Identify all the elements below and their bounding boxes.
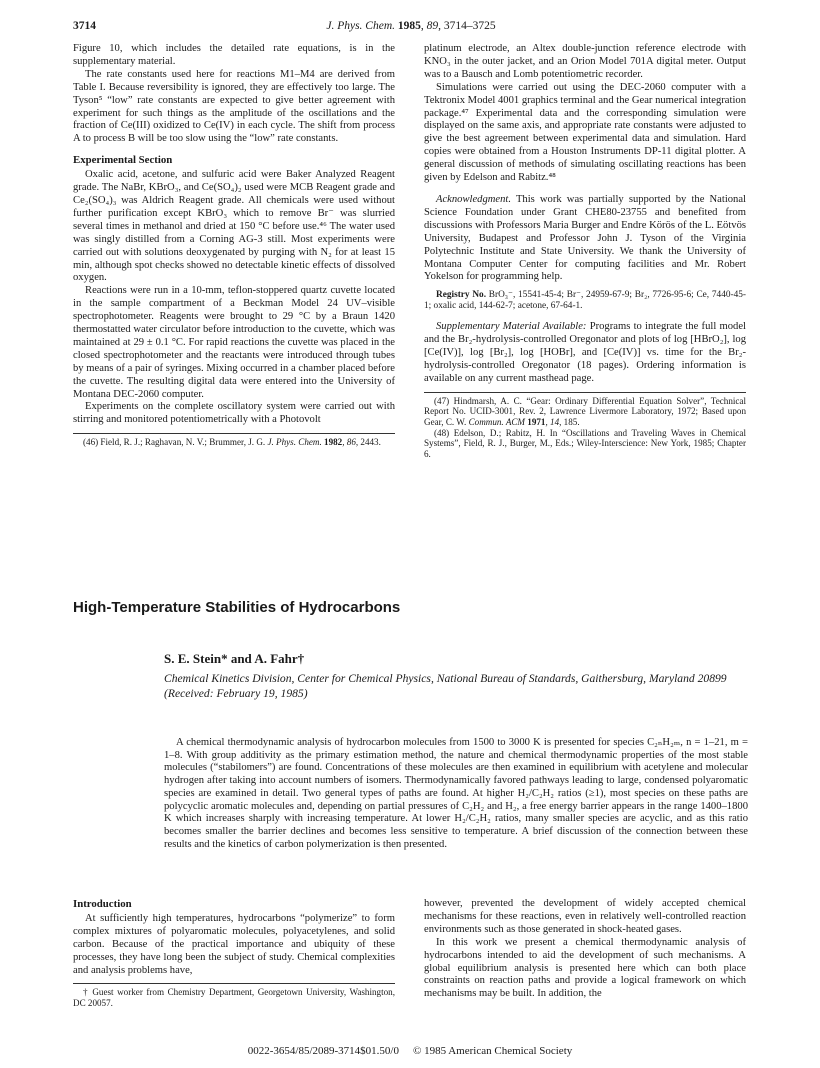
paragraph: Oxalic acid, acetone, and sulfuric acid were Baker Analyzed Reagent grade. The NaBr, KBrO₃, and Ce(SO₄)₂ used were MCB Reagent grade and Ce₂(SO₄)₃ was Aldrich Reagent grade. All chemicals were used without further purification except KBrO₃ which to remove Br⁻ was slurried several times in methanol and dried at 150 °C before use.⁴⁶ The water used was singly distilled from a Corning AG-3 still. Most experiments were carried out with solutions deoxygenated by purging with N₂ for at least 15 min, although spot checks showed no detectable kinetic effects of dissolved oxygen.: [73, 169, 395, 284]
footnote-divider: [424, 392, 746, 393]
paragraph: The rate constants used here for reactions M1–M4 are derived from Table I. Because reversibility is ignored, they are effectively too large. The Tyson⁵ “low” rate constants are expected to give better agreement with experiment for such things as the amplitude of the oscillations and the fraction of Ce(III) oxidized to Ce(IV) in each cycle. The shift from process A to process B will be too slow using the “low” rate constants.: [73, 68, 395, 145]
paragraph: platinum electrode, an Altex double-junction reference electrode with KNO₃ in the outer jacket, and an Orion Model 701A digital meter. Output was to a Bausch and Lomb potentiometric recorder.: [424, 43, 746, 80]
prev-article-right-column: [424, 43, 746, 459]
footnote-guest-worker: † Guest worker from Chemistry Department, Georgetown University, Washington, DC 20057.: [73, 987, 395, 1009]
acknowledgment: Acknowledgment. This work was partially supported by the National Science Foundation under Grant CHE80-23755 and benefited from discussions with Professors Maria Burger and Endre Körös of the L. Eötvös University, Budapest and Professor John J. Tyson of the Virginia Polytechnic Institute and State University. We thank the University of Montana Computer Center for computing facilities and Mr. Robert Yokelson for programming help.: [424, 193, 746, 283]
journal-volume: 89: [426, 20, 439, 32]
page-footer: [0, 1045, 820, 1057]
section-heading-experimental: Experimental Section: [73, 154, 173, 167]
paragraph: At sufficiently high temperatures, hydrocarbons “polymerize” to form complex mixtures of polyaromatic molecules, polyacetylenes, and solid carbon. Because of the practical importance and ubiquity of these processes, they have long been the subject of study. Chemical complexities and analysis problems have,: [73, 912, 395, 976]
article-title: High-Temperature Stabilities of Hydrocarbons: [73, 599, 401, 616]
acknowledgment-label: Acknowledgment.: [436, 193, 512, 205]
footnote-divider: [73, 433, 395, 434]
paragraph: Figure 10, which includes the detailed rate equations, is in the supplementary material.: [73, 43, 395, 67]
footnote-divider: [73, 983, 395, 984]
supplementary-material: Supplementary Material Available: Programs to integrate the full model and the Br₂-hydrolysis-controlled Oregonator and plots of log [HBrO₂], log [Ce(IV)], log [Br₂], log [HOBr], and [Ce(IV)] vs. time for the Br₂-hydrolysis-controlled Oregonator (18 pages). Ordering information is available on any current masthead page.: [424, 321, 746, 384]
prev-article-left-column: [73, 43, 395, 448]
running-head: [73, 20, 749, 36]
page-number: 3714: [73, 20, 96, 32]
article-code: 0022-3654/85/2089-3714$01.50/0: [247, 1045, 399, 1057]
abstract-text: A chemical thermodynamic analysis of hydrocarbon molecules from 1500 to 3000 K is presented for species C₂ₙH₂ₘ, n = 1–21, m = 1–8. With group additivity as the primary estimation method, the nature and chemical thermodynamic properties of the most stable molecules (“stabilomers”) are found. Concentrations of these molecules are then examined in equilibrium with acetylene and molecular hydrogen after taking into account numbers of isomers. Thermodynamically favored pathways leading to large, condensed polyaromatic species are examined in detail. Two general types of paths are found. At higher H₂/C₂H₂ ratios (≥1), most species on these paths are polycyclic aromatic molecules and, depending on partial pressures of C₂H₂ and H₂, a free energy barrier appears in the range 1400–1800 K which increases sharply with increasing temperature. At lower H₂/C₂H₂ ratios, many smaller species are acyclic, and as this ratio becomes smaller the barrier declines and becomes less sensitive to temperature. A brief discussion of the connection between these results and the kinetics of carbon polymerization is then presented.: [164, 737, 748, 850]
paragraph: Experiments on the complete oscillatory system were carried out with stirring and monitored potentiometrically with a Photovolt: [73, 401, 395, 426]
paragraph: In this work we present a chemical thermodynamic analysis of hydrocarbons intended to aid the development of such mechanisms. A global equilibrium analysis is presented here which can both place constraints on reaction paths and provide a logical framework on which mechanisms may be built. In addition, the: [424, 936, 746, 1000]
journal-name: J. Phys. Chem.: [326, 20, 396, 32]
paragraph: Simulations were carried out using the DEC-2060 computer with a Tektronix Model 4001 graphics terminal and the Gear numerical integration package.⁴⁷ Experimental data and the corresponding simulation were displayed on the same axis, and appropriate rate constants were adjusted to give the best agreement between experimental data and simulation. Hard copies were obtained from a Houston Instruments DP-11 digital plotter. A general discussion of methods of simulating oscillating reactions has been given by Edelson and Rabitz.⁴⁸: [424, 81, 746, 184]
section-heading-introduction: Introduction: [73, 898, 132, 910]
article-abstract: [164, 737, 748, 851]
footnote-48: (48) Edelson, D.; Rabitz, H. In “Oscillations and Traveling Waves in Chemical Systems”, Field, R. J., Burger, M., Eds.; Wiley-Interscience: New York, 1985; Chapter 6.: [424, 427, 746, 459]
footnote-47: (47) Hindmarsh, A. C. “Gear: Ordinary Differential Equation Solver”, Technical Report No. UCID-3001, Rev. 2, Lawrence Livermore Laboratory, 1972; Based upon Gear, C. W. Commun. ACM 1971, 14, 185.: [424, 395, 746, 428]
paragraph: however, prevented the development of widely accepted chemical mechanisms for these reactions, even in relatively well-controlled reaction environments such as those generated in shock-heated gases.: [424, 898, 746, 935]
intro-left-column: [73, 898, 395, 1009]
journal-year: 1985: [397, 20, 421, 32]
footnote-46: (46) Field, R. J.; Raghavan, N. V.; Brummer, J. G. J. Phys. Chem. 1982, 86, 2443.: [83, 437, 381, 448]
paragraph: Reactions were run in a 10-mm, teflon-stoppered quartz cuvette located in the sample compartment of a Beckman Model 24 UV–visible spectrophotometer. Reagents were brought to 29 °C by a Braun 1420 thermostatted water circulator before introduction to the cuvette, which was maintained at 29 ± 0.1 °C. For rapid reactions the cuvette was placed in the closed spectrophotometer and the reactants were introduced through tubes by means of a pair of syringes. Mixing occurred in a chamber placed before the cuvette. The resulting digital data were entered into the University of Montana DEC-2060 computer.: [73, 285, 395, 400]
registry-numbers: Registry No. BrO₃⁻, 15541-45-4; Br⁻, 24959-67-9; Br₂, 7726-95-6; Ce, 7440-45-1; oxalic acid, 144-62-7; acetone, 67-64-1.: [424, 290, 746, 312]
copyright: © 1985 American Chemical Society: [412, 1045, 573, 1057]
journal-pages: 3714–3725: [443, 20, 496, 32]
intro-right-column: [424, 898, 746, 1001]
journal-reference: J. Phys. Chem. 1985, 89, 3714–3725: [326, 20, 496, 32]
article-affiliation: Chemical Kinetics Division, Center for Chemical Physics, National Bureau of Standards, Gaithersburg, Maryland 20899 (Received: February 19, 1985): [164, 672, 727, 700]
article-authors: S. E. Stein* and A. Fahr†: [164, 651, 305, 666]
